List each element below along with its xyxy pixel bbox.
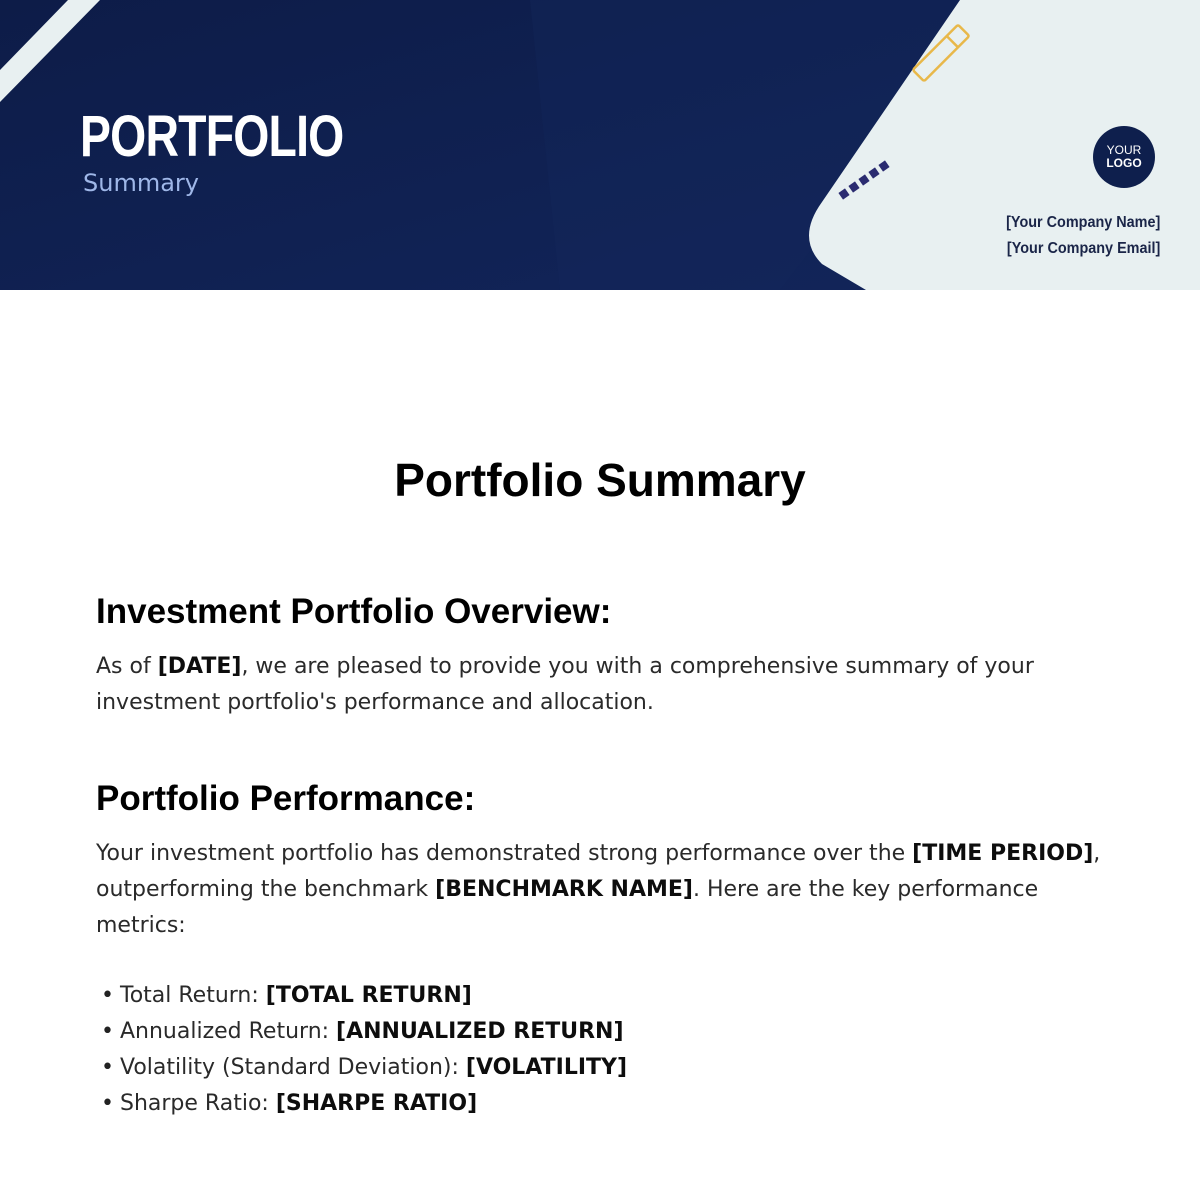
time-period-placeholder: [TIME PERIOD] [912,841,1094,866]
brand-title: PORTFOLIO [80,104,344,169]
list-item [96,1050,1106,1086]
metric-label: Annualized Return: [120,1019,337,1044]
overview-text-before: As of [96,654,158,679]
benchmark-placeholder: [BENCHMARK NAME] [435,877,693,902]
metric-label: Volatility (Standard Deviation): [120,1055,466,1080]
metric-label: Sharpe Ratio: [120,1091,276,1116]
metric-value: [VOLATILITY] [465,1055,628,1080]
metric-value: [SHARPE RATIO] [275,1091,478,1116]
overview-section [96,590,1106,721]
brand-block [80,104,409,198]
date-placeholder: [DATE] [157,654,242,679]
company-info [989,210,1160,262]
overview-text-after: , we are pleased to provide you with a comprehensive summary of your investment portfolio's performance and allocation. [96,654,1034,715]
document-body [96,440,1106,1122]
document-title: Portfolio Summary [394,454,806,506]
overview-heading: Investment Portfolio Overview: [96,592,612,631]
logo-line-1: YOUR [1106,143,1142,157]
company-email: [Your Company Email] [1006,240,1160,257]
metric-label: Total Return: [120,983,266,1008]
performance-heading: Portfolio Performance: [96,779,476,818]
metric-value: [ANNUALIZED RETURN] [336,1019,624,1044]
list-item [96,1086,1106,1122]
metric-value: [TOTAL RETURN] [265,983,472,1008]
logo-line-2: LOGO [1106,156,1142,170]
brand-subtitle: Summary [83,169,199,197]
company-logo [1093,126,1155,188]
overview-paragraph [96,649,1106,721]
performance-text-3: . Here are the key performance metrics: [96,877,1039,938]
performance-text-1: Your investment portfolio has demonstrated strong performance over the [96,841,913,866]
performance-paragraph [96,836,1106,944]
header-banner [0,0,1200,290]
list-item [96,1014,1106,1050]
list-item [96,978,1106,1014]
metrics-list [96,978,1106,1122]
performance-section [96,777,1106,1122]
company-name: [Your Company Name] [1005,214,1160,231]
performance-text-2: , outperforming the benchmark [96,841,1101,902]
